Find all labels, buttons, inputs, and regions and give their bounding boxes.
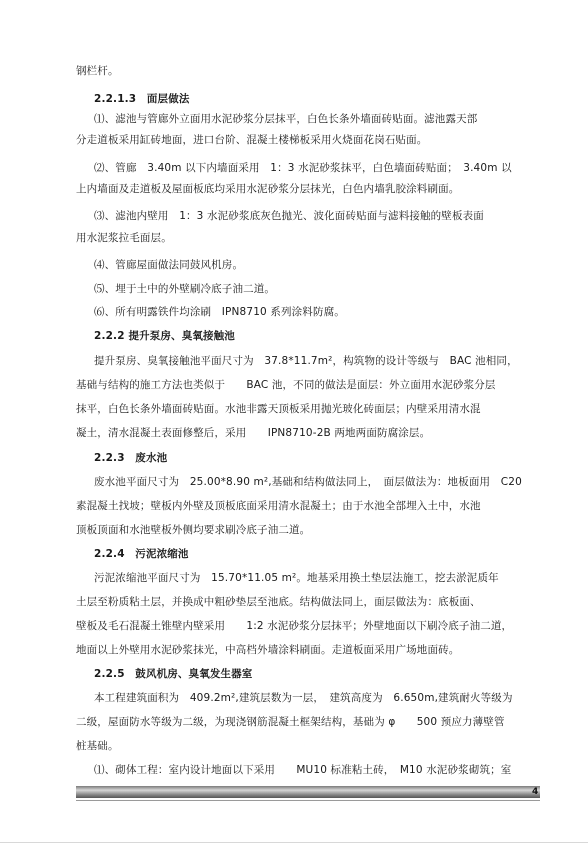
section-heading: 2.2.5 鼓风机房、臭氧发生器室 (94, 668, 253, 680)
text-line: 地面以上外壁用水泥砂浆抹光，中高档外墙涂料刷面。走道板面采用广场地面砖。 (76, 644, 460, 656)
text-line: ⑶、滤池内壁用 1：3 水泥砂浆底灰色抛光、波化面砖贴面与滤料接触的壁板表面 (94, 210, 484, 222)
text-line: 基础与结构的施工方法也类似于 BAC 池，不同的做法是面层：外立面用水泥砂浆分层 (76, 379, 496, 391)
text-line: ⑴、砌体工程：室内设计地面以下采用 MU10 标准粘土砖， M10 水泥砂浆砌筑；室 (94, 764, 512, 776)
text-line: 上内墙面及走道板及屋面板底均采用水泥砂浆分层抹光，白色内墙乳胶涂料刷面。 (76, 183, 460, 195)
text-line: 钢栏杆。 (76, 65, 119, 77)
section-heading: 2.2.3 废水池 (94, 452, 168, 464)
text-line: ⑹、所有明露铁件均涂刷 IPN8710 系列涂料防腐。 (94, 306, 345, 318)
text-line: 土层至粉质粘土层，并换成中粗砂垫层至池底。结构做法同上，面层做法为：底板面、 (76, 596, 481, 608)
text-line: ⑸、埋于土中的外壁刷冷底子油二道。 (94, 283, 276, 295)
text-line: ⑷、管廊屋面做法同鼓风机房。 (94, 259, 244, 271)
text-line: 素混凝土找坡；壁板内外壁及顶板底面采用清水混凝土；由于水池全部埋入土中，水池 (76, 500, 481, 512)
text-line: 本工程建筑面积为 409.2m²,建筑层数为一层， 建筑高度为 6.650m,建筑耐火等级为 (94, 692, 513, 704)
section-heading: 2.2.4 污泥浓缩池 (94, 548, 189, 560)
text-line: 用水泥浆拉毛面层。 (76, 232, 172, 244)
text-line: 污泥浓缩池平面尺寸为 15.70*11.05 m²。地基采用换土垫层法施工，挖去淤泥质年 (94, 572, 499, 584)
text-line: 壁板及毛石混凝土锥壁内壁采用 1:2 水泥砂浆分层抹平；外壁地面以下刷冷底子油二道， (76, 620, 513, 632)
text-line: 桩基础。 (76, 740, 119, 752)
text-line: ⑵、管廊 3.40m 以下内墙面采用 1：3 水泥砂浆抹平，白色墙面砖贴面； 3.40m 以 (94, 162, 512, 174)
text-line: 抹平，白色长条外墙面砖贴面。水池非露天顶板采用抛光玻化砖面层；内壁采用清水混 (76, 403, 481, 415)
footer-rule (76, 800, 540, 801)
text-line: 顶板顶面和水池壁板外侧均要求刷冷底子油二道。 (76, 524, 311, 536)
page-bottom-rule (0, 842, 588, 843)
text-line: 分走道板采用缸砖地面，进口台阶、混凝土楼梯板采用火烧面花岗石贴面。 (76, 134, 428, 146)
text-line: 废水池平面尺寸为 25.00*8.90 m²,基础和结构做法同上， 面层做法为：地板面用 C20 (94, 476, 522, 488)
text-line: ⑴、滤池与管廊外立面用水泥砂浆分层抹平，白色长条外墙面砖贴面。滤池露天部 (94, 113, 478, 125)
section-heading: 2.2.2 提升泵房、臭氧接触池 (94, 330, 235, 342)
text-line: 提升泵房、臭氧接触池平面尺寸为 37.8*11.7m²，构筑物的设计等级与 BAC 池相同， (94, 355, 518, 367)
section-heading: 2.2.1.3 面层做法 (94, 93, 190, 105)
footer-bar (76, 786, 540, 798)
page-number: 4 (532, 787, 539, 797)
text-line: 凝土，清水混凝土表面修整后，采用 IPN8710-2B 两地两面防腐涂层。 (76, 427, 431, 439)
text-line: 二级，屋面防水等级为二级，为现浇钢筋混凝土框架结构，基础为 φ 500 预应力薄壁管 (76, 716, 505, 728)
